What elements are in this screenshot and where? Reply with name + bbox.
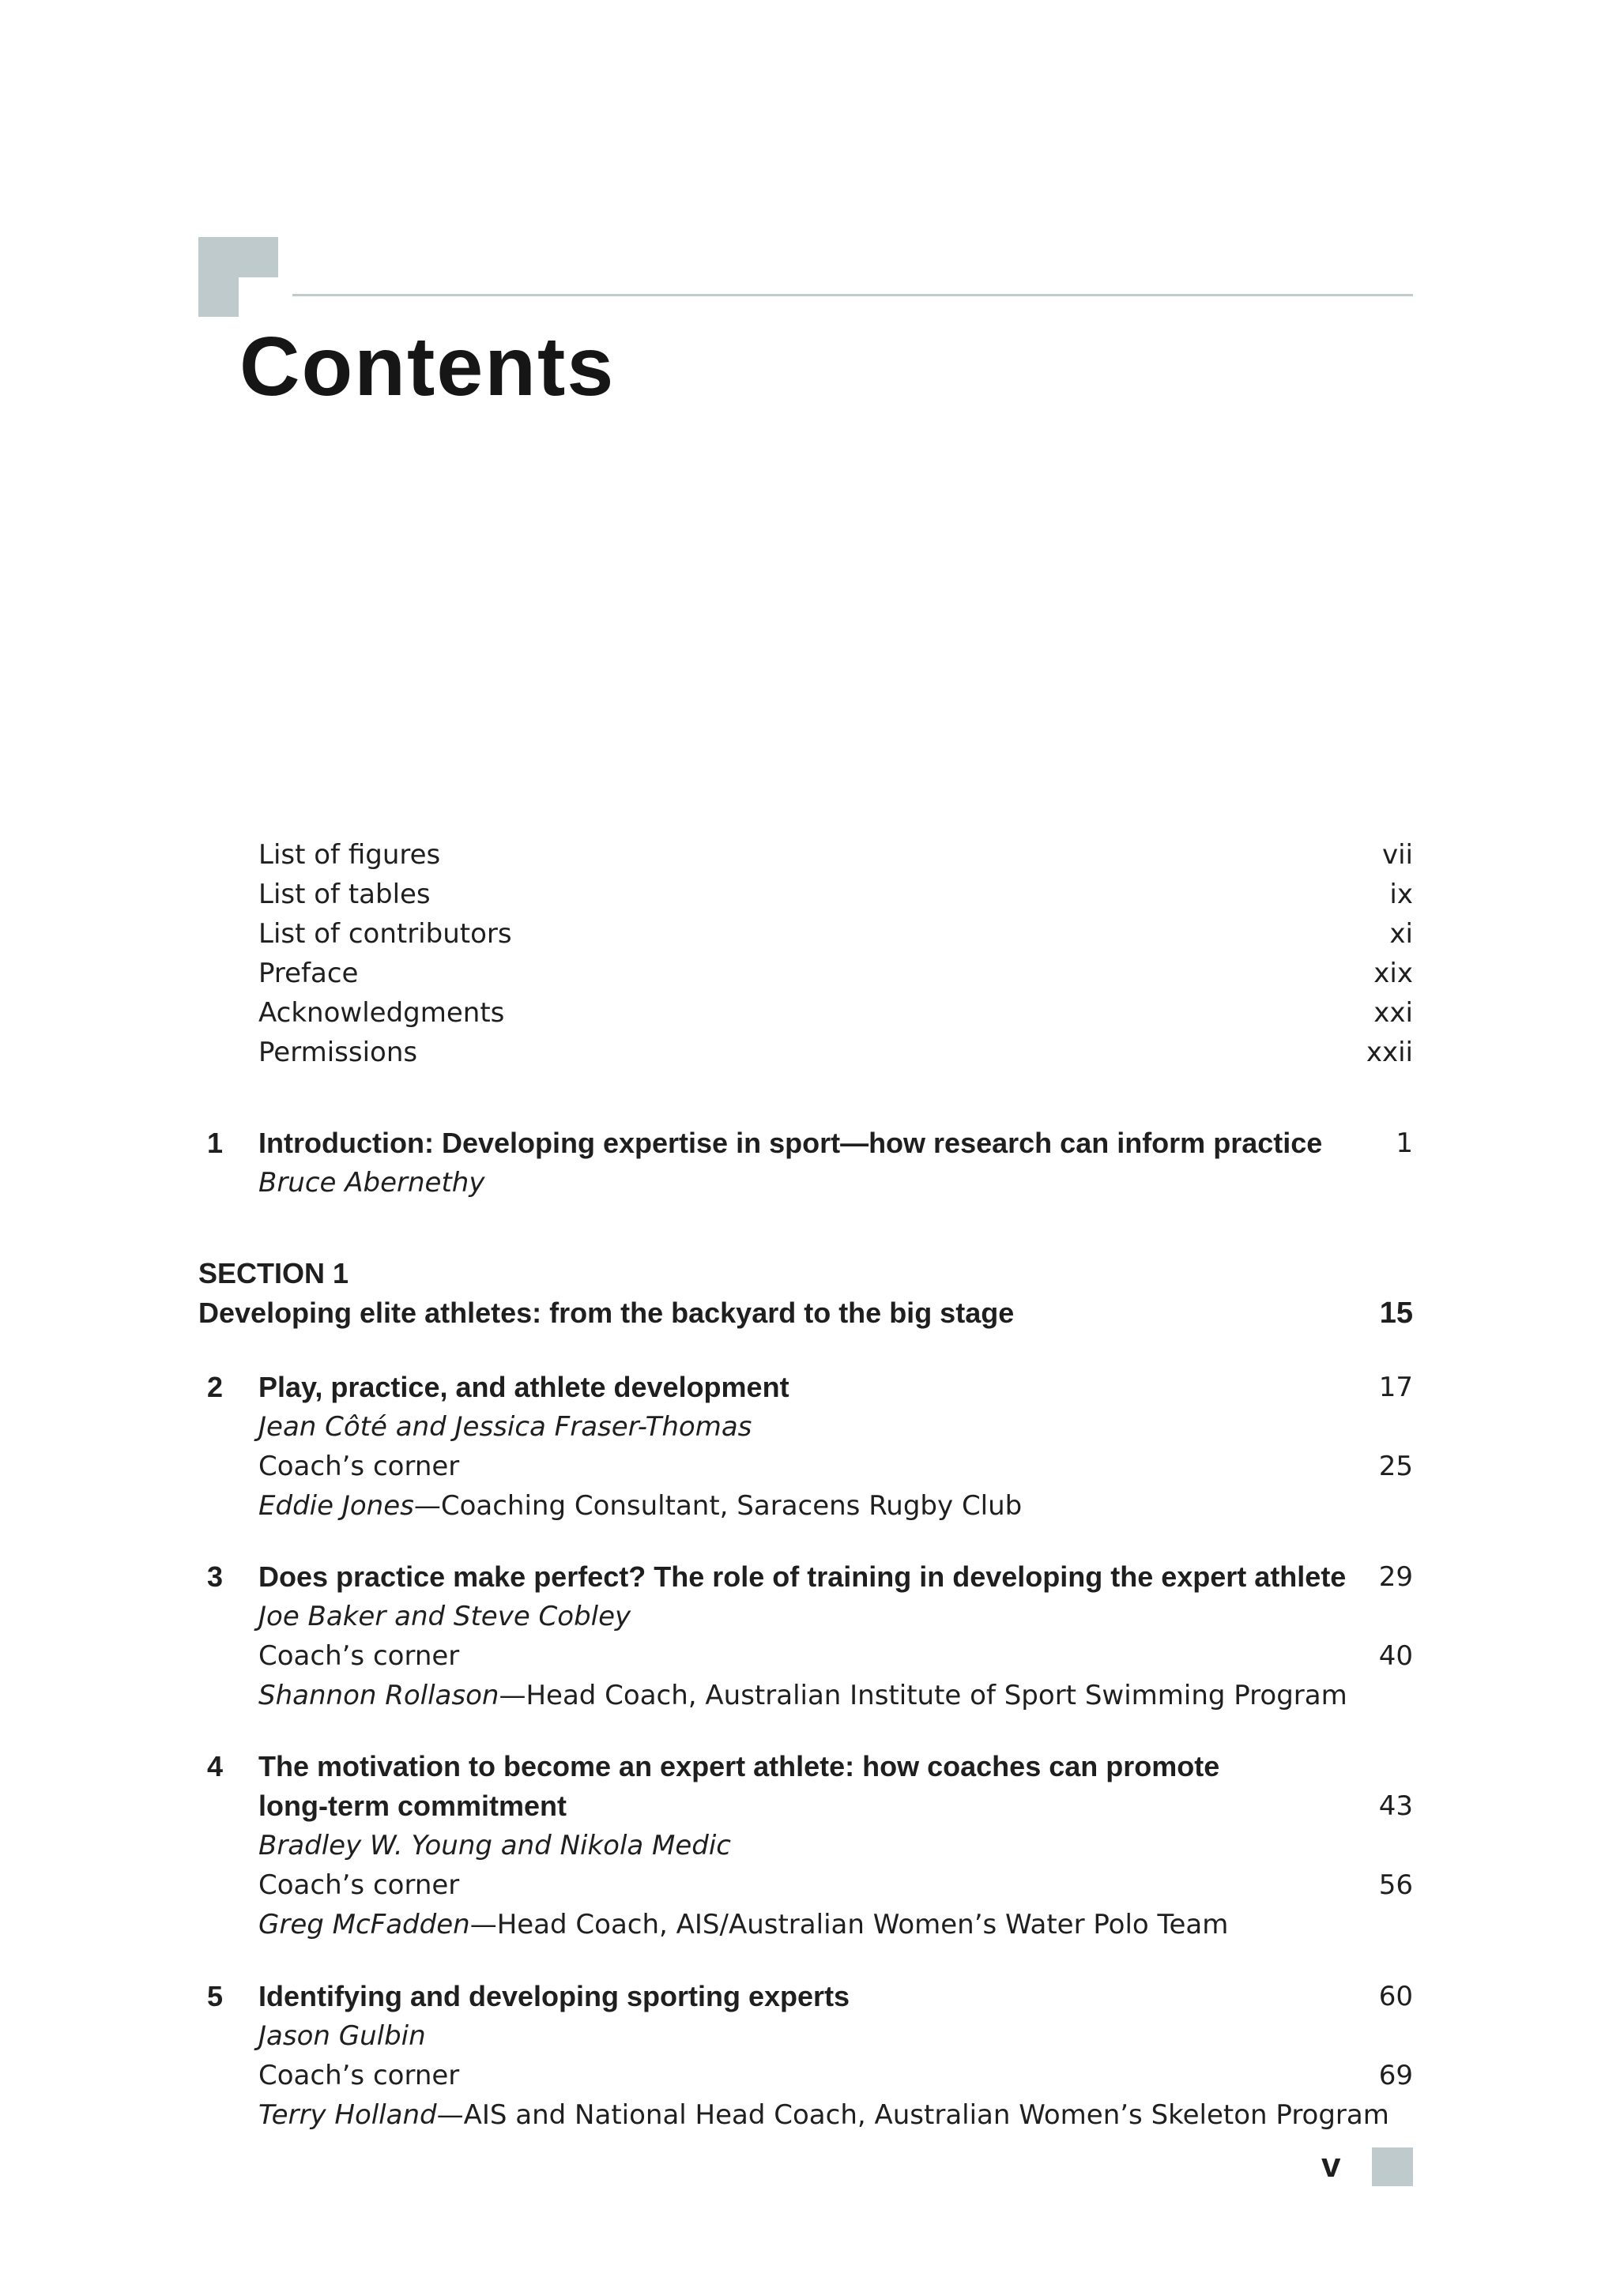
chapter-number: 5: [207, 1980, 224, 2012]
toc-entry-front-matter[interactable]: [0, 1033, 1624, 1072]
toc-coach-credit: [0, 2095, 1624, 2135]
toc-chapter-author: [0, 1163, 1624, 1203]
section-page: 15: [1379, 1297, 1413, 1330]
coach-role: —Coaching Consultant, Saracens Rugby Club: [413, 1490, 1023, 1522]
toc-entry-front-matter[interactable]: [0, 993, 1624, 1033]
header-rule: [292, 294, 1413, 296]
entry-page: xxi: [1373, 997, 1413, 1029]
toc-chapter-author: [0, 1826, 1624, 1865]
coach-name: Terry Holland: [258, 2099, 437, 2131]
toc-coach-credit: [0, 1486, 1624, 1526]
entry-label: Preface: [258, 958, 359, 989]
toc-chapter-author: [0, 1407, 1624, 1447]
coach-corner-page: 69: [1378, 2060, 1413, 2091]
chapter-title: Does practice make perfect? The role of training in developing the expert athlete: [258, 1560, 1347, 1593]
entry-page: xix: [1373, 958, 1413, 989]
folio-decoration: [1372, 2147, 1413, 2186]
chapter-author: Joe Baker and Steve Cobley: [258, 1601, 631, 1632]
entry-label: List of tables: [258, 879, 431, 910]
chapter-page: 43: [1378, 1790, 1413, 1822]
coach-role: —Head Coach, Australian Institute of Sport Swimming Program: [499, 1680, 1347, 1711]
page-title: Contents: [239, 320, 616, 413]
toc-chapter-title[interactable]: [0, 1747, 1624, 1786]
chapter-title: long-term commitment: [258, 1790, 567, 1822]
toc-entry-front-matter[interactable]: [0, 875, 1624, 914]
toc-coach-credit: [0, 1676, 1624, 1715]
chapter-page: 29: [1378, 1561, 1413, 1593]
corner-decoration-notch: [239, 277, 278, 317]
toc-entry-front-matter[interactable]: [0, 914, 1624, 954]
entry-label: List of contributors: [258, 918, 512, 950]
entry-label: List of figures: [258, 839, 441, 871]
chapter-title: Play, practice, and athlete development: [258, 1371, 789, 1403]
coach-name: Shannon Rollason: [258, 1680, 499, 1711]
entry-label: Permissions: [258, 1037, 418, 1068]
chapter-number: 3: [207, 1560, 224, 1593]
chapter-author: Jason Gulbin: [258, 2020, 426, 2052]
coach-name: Eddie Jones: [258, 1490, 414, 1522]
coach-corner-page: 56: [1378, 1869, 1413, 1901]
toc-chapter-title[interactable]: [0, 1977, 1624, 2016]
section-label: [0, 1254, 1624, 1293]
chapter-number: 2: [207, 1371, 224, 1403]
coach-role: —AIS and National Head Coach, Australian Women’s Skeleton Program: [436, 2099, 1389, 2131]
entry-page: ix: [1389, 879, 1413, 910]
coach-corner-label: Coach’s corner: [258, 1640, 460, 1672]
section-title: Developing elite athletes: from the backyard to the big stage: [198, 1297, 1015, 1329]
toc-coach-corner[interactable]: [0, 2056, 1624, 2095]
entry-page: xi: [1389, 918, 1413, 950]
toc-entry-front-matter[interactable]: [0, 835, 1624, 875]
toc-coach-corner[interactable]: [0, 1865, 1624, 1905]
chapter-title: Introduction: Developing expertise in sport—how research can inform practice: [258, 1127, 1323, 1159]
coach-corner-page: 40: [1378, 1640, 1413, 1672]
chapter-author: Bradley W. Young and Nikola Medic: [258, 1830, 732, 1861]
chapter-title: Identifying and developing sporting experts: [258, 1980, 850, 2012]
section-number: SECTION 1: [198, 1257, 349, 1289]
toc-entry-front-matter[interactable]: [0, 954, 1624, 993]
toc-coach-credit: [0, 1905, 1624, 1944]
coach-role: —Head Coach, AIS/Australian Women’s Water Polo Team: [469, 1909, 1229, 1940]
toc-chapter-title-continued[interactable]: [0, 1786, 1624, 1826]
chapter-title: The motivation to become an expert athlete: how coaches can promote: [258, 1750, 1220, 1782]
entry-page: xxii: [1366, 1037, 1413, 1068]
chapter-author: Jean Côté and Jessica Fraser-Thomas: [258, 1411, 752, 1443]
coach-corner-label: Coach’s corner: [258, 1869, 460, 1901]
coach-corner-page: 25: [1378, 1451, 1413, 1482]
chapter-number: 4: [207, 1750, 224, 1782]
toc-chapter-title[interactable]: [0, 1557, 1624, 1597]
toc-coach-corner[interactable]: [0, 1447, 1624, 1486]
section-heading[interactable]: [0, 1293, 1624, 1333]
chapter-page: 60: [1378, 1981, 1413, 2012]
toc-chapter-title[interactable]: [0, 1124, 1624, 1163]
entry-label: Acknowledgments: [258, 997, 505, 1029]
chapter-number: 1: [207, 1127, 224, 1159]
chapter-author: Bruce Abernethy: [258, 1167, 485, 1199]
page-number: v: [1321, 2146, 1341, 2185]
coach-name: Greg McFadden: [258, 1909, 470, 1940]
chapter-page: 17: [1378, 1372, 1413, 1403]
toc-chapter-title[interactable]: [0, 1368, 1624, 1407]
entry-page: vii: [1381, 839, 1413, 871]
toc-coach-corner[interactable]: [0, 1636, 1624, 1676]
toc-chapter-author: [0, 2016, 1624, 2056]
coach-corner-label: Coach’s corner: [258, 1451, 460, 1482]
chapter-page: 1: [1396, 1127, 1413, 1159]
toc-chapter-author: [0, 1597, 1624, 1636]
coach-corner-label: Coach’s corner: [258, 2060, 460, 2091]
